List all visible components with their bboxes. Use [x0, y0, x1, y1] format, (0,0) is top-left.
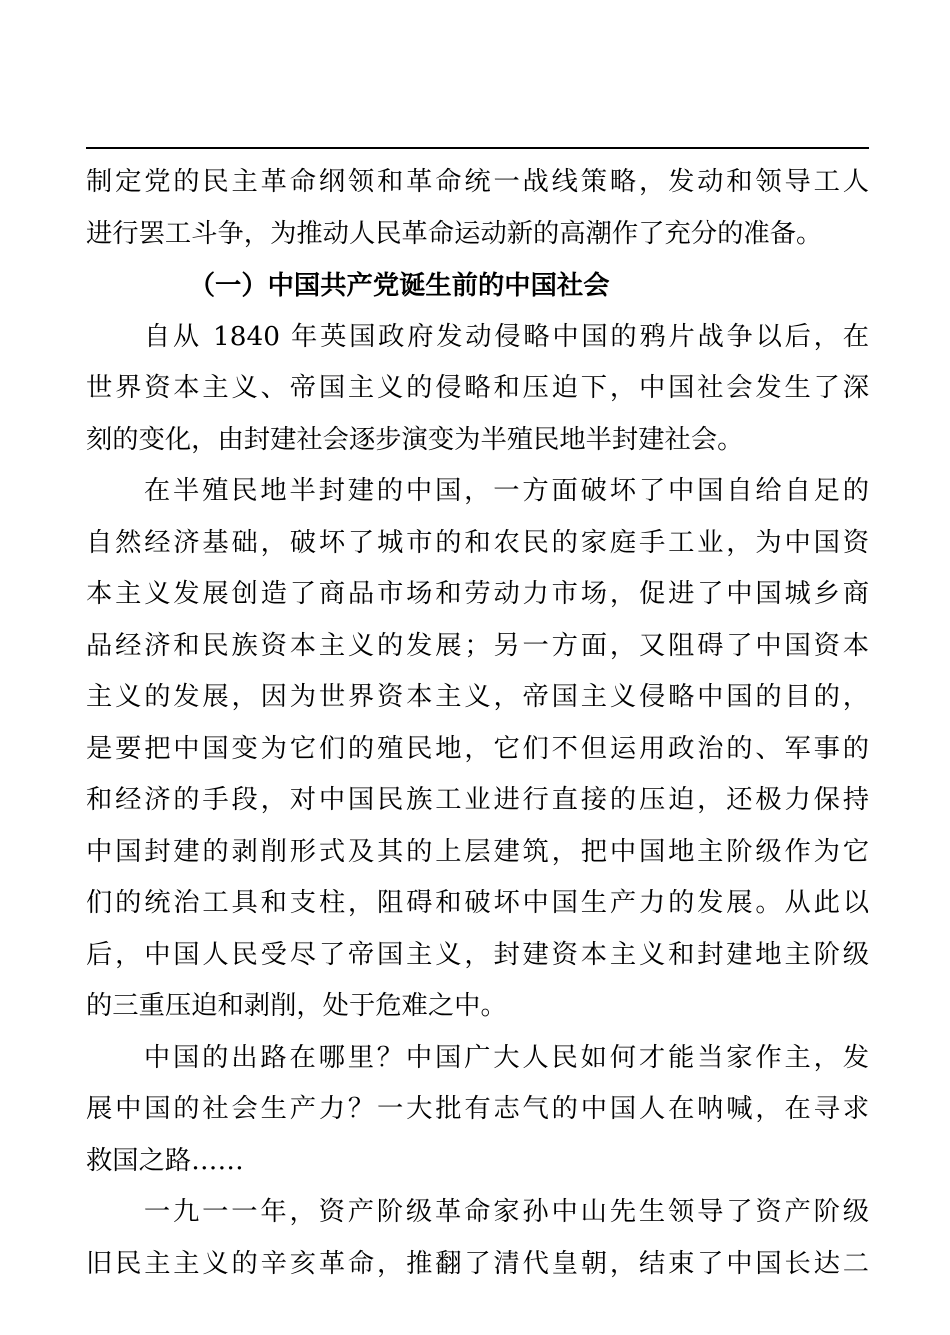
text-line: 本主义发展创造了商品市场和劳动力市场，促进了中国城乡商 — [86, 579, 869, 609]
paragraph-continuation — [86, 157, 869, 260]
paragraph — [86, 1033, 869, 1188]
text-line: 进行罢工斗争，为推动人民革命运动新的高潮作了充分的准备。 — [86, 218, 823, 249]
text-line: 中国封建的剥削形式及其的上层建筑，把中国地主阶级作为它 — [86, 836, 869, 867]
text-line: 自然经济基础，破坏了城市的和农民的家庭手工业，为中国资 — [86, 527, 869, 558]
text-line: 展中国的社会生产力？一大批有志气的中国人在呐喊，在寻求 — [86, 1094, 869, 1124]
text-line: 自从 1840 年英国政府发动侵略中国的鸦片战争以后，在 — [143, 321, 869, 352]
text-line: 是要把中国变为它们的殖民地，它们不但运用政治的、军事的 — [86, 733, 869, 764]
paragraph — [86, 312, 869, 467]
paragraph — [86, 466, 869, 1033]
text-line: 旧民主主义的辛亥革命，推翻了清代皇朝，结束了中国长达二 — [86, 1248, 869, 1279]
section-heading-text: （一）中国共产党诞生前的中国社会 — [188, 270, 610, 301]
header-rule — [86, 147, 869, 149]
text-line: 救国之路…… — [86, 1145, 244, 1176]
section-heading — [86, 260, 869, 312]
text-line: 制定党的民主革命纲领和革命统一战线策略，发动和领导工人 — [86, 167, 869, 197]
text-line: 们的统治工具和支柱，阻碍和破坏中国生产力的发展。从此以 — [86, 888, 869, 918]
text-line: 主义的发展，因为世界资本主义，帝国主义侵略中国的目的， — [86, 682, 869, 712]
text-line: 世界资本主义、帝国主义的侵略和压迫下，中国社会发生了深 — [86, 373, 869, 403]
document-body — [86, 157, 869, 1290]
text-line: 一九一一年，资产阶级革命家孙中山先生领导了资产阶级 — [143, 1197, 869, 1227]
text-line: 刻的变化，由封建社会逐步演变为半殖民地半封建社会。 — [86, 424, 744, 455]
paragraph — [86, 1187, 869, 1290]
text-line: 后，中国人民受尽了帝国主义，封建资本主义和封建地主阶级 — [86, 939, 869, 970]
text-line: 在半殖民地半封建的中国，一方面破坏了中国自给自足的 — [143, 476, 869, 506]
text-line: 的三重压迫和剥削，处于危难之中。 — [86, 991, 507, 1021]
text-line: 和经济的手段，对中国民族工业进行直接的压迫，还极力保持 — [86, 785, 869, 815]
text-line: 品经济和民族资本主义的发展；另一方面，又阻碍了中国资本 — [86, 630, 869, 661]
text-line: 中国的出路在哪里？中国广大人民如何才能当家作主，发 — [143, 1042, 869, 1073]
